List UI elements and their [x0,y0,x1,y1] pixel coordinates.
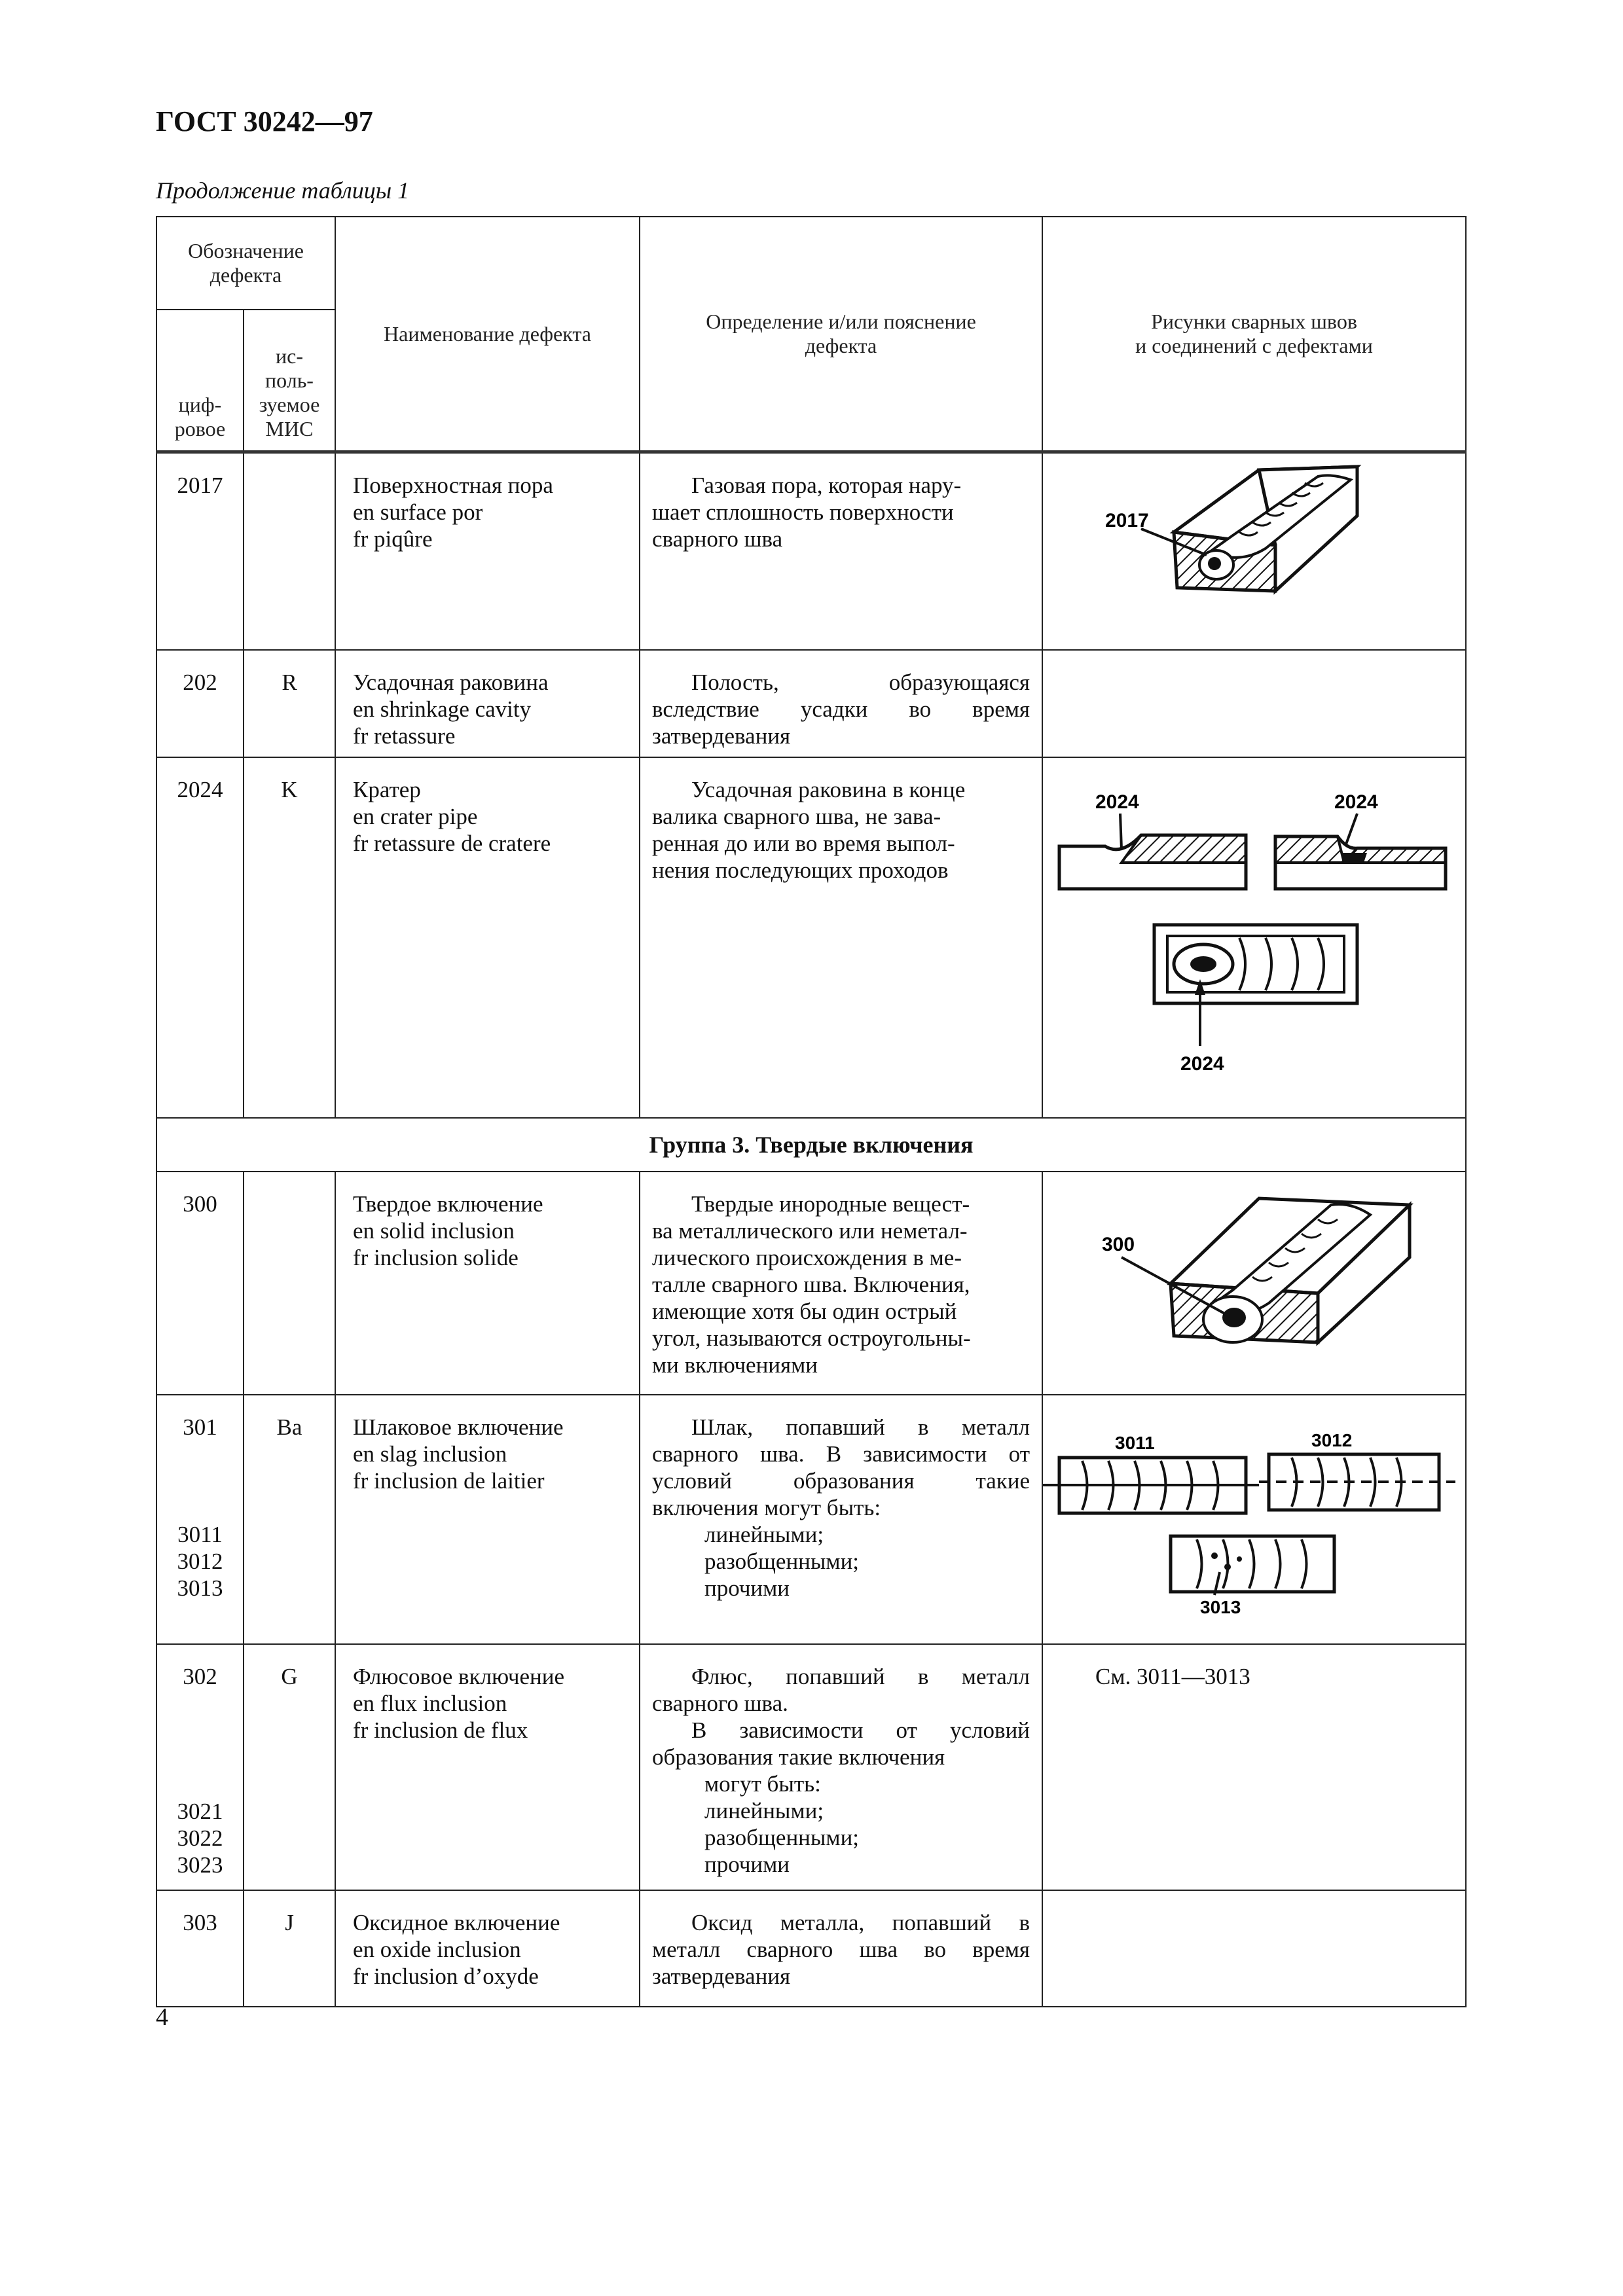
table-row [156,452,1466,651]
svg-text:2024: 2024 [1180,1053,1224,1075]
table-row: 300 Твердое включение en solid inclusion fr inclusion solide Твердые инородные вещест- ва металлического или неметал- лического происхождения в ме- талле сварного шва. Включения, имеющие хотя бы один острый угол, называются остроугольны- ми включениями 300 [156,1172,1466,1395]
svg-text:3013: 3013 [1200,1597,1241,1617]
figure-2017 [1042,452,1466,651]
group-heading: Группа 3. Твердые включения [156,1118,1466,1172]
table-row: 202 R Усадочная раковина en shrinkage cavity fr retassure Полость, образующаяся вследствие усадки во время затвердевания [156,650,1466,757]
figure-2024 [1042,757,1466,1118]
defects-table [156,216,1467,2007]
col-header-iiw: ис- поль- зуемое МИС [244,310,335,452]
svg-text:3012: 3012 [1311,1430,1353,1450]
row-code: 2017 [156,452,244,651]
solid-inclusion-figure [1043,1172,1465,1388]
svg-text:300: 300 [1102,1234,1135,1255]
surface-pore-weld-figure [1043,454,1465,643]
col-header-definition: Определение и/или пояснение дефекта [640,217,1042,452]
svg-text:3011: 3011 [1115,1433,1155,1453]
svg-text:2024: 2024 [1095,791,1139,813]
figure-3011-3013 [1042,1395,1466,1644]
svg-text:2024: 2024 [1334,791,1378,813]
group-heading-row [156,1118,1466,1172]
table-caption: Продолжение таблицы 1 [156,177,410,204]
row-definition: Газовая пора, которая нару- шает сплошность поверхности сварного шва [640,452,1042,651]
col-header-name: Наименование дефекта [335,217,640,452]
table-row: 302 3021 3022 3023 G Флюсовое включение en flux inclusion fr inclusion de flux Флюс, попавший в металл сварного шва. В зависимости от условий образования такие включения могут быть: линейными; разобщенными; прочими См. 3011—3013 [156,1644,1466,1890]
table-row: 2024 K Кратер en crater pipe fr retassure de cratere Усадочная раковина в конце валика сварного шва, не зава- ренная до или во время выпол- нения последующих проходов 2024 2024 2024 [156,757,1466,1118]
table-row: 303 J Оксидное включение en oxide inclusion fr inclusion d’oxyde Оксид металла, попавший в металл сварного шва во время затвердевания [156,1890,1466,2007]
svg-text:2017: 2017 [1105,510,1149,531]
row-name: Поверхностная пора en surface por fr piqûre [335,452,640,651]
col-header-designation: Обозначение дефекта [156,217,335,310]
page-number: 4 [156,2003,168,2031]
col-header-numeric: циф- ровое [156,310,244,452]
slag-inclusion-figure [1043,1395,1465,1638]
table-row: 301 3011 3012 3013 Ba Шлаковое включение en slag inclusion fr inclusion de laitier Шлак, попавший в металл сварного шва. В зависимости от условий образования такие включения могут быть: линейными; разобщенными; прочими 3011 3012 3013 [156,1395,1466,1644]
row-iiw [244,452,335,651]
crater-pipe-figure [1043,758,1465,1111]
see-reference: См. 3011—3013 [1095,1664,1250,1689]
col-header-figure: Рисунки сварных швов и соединений с дефектами [1042,217,1466,452]
figure-300 [1042,1172,1466,1395]
document-title: ГОСТ 30242—97 [156,105,373,137]
